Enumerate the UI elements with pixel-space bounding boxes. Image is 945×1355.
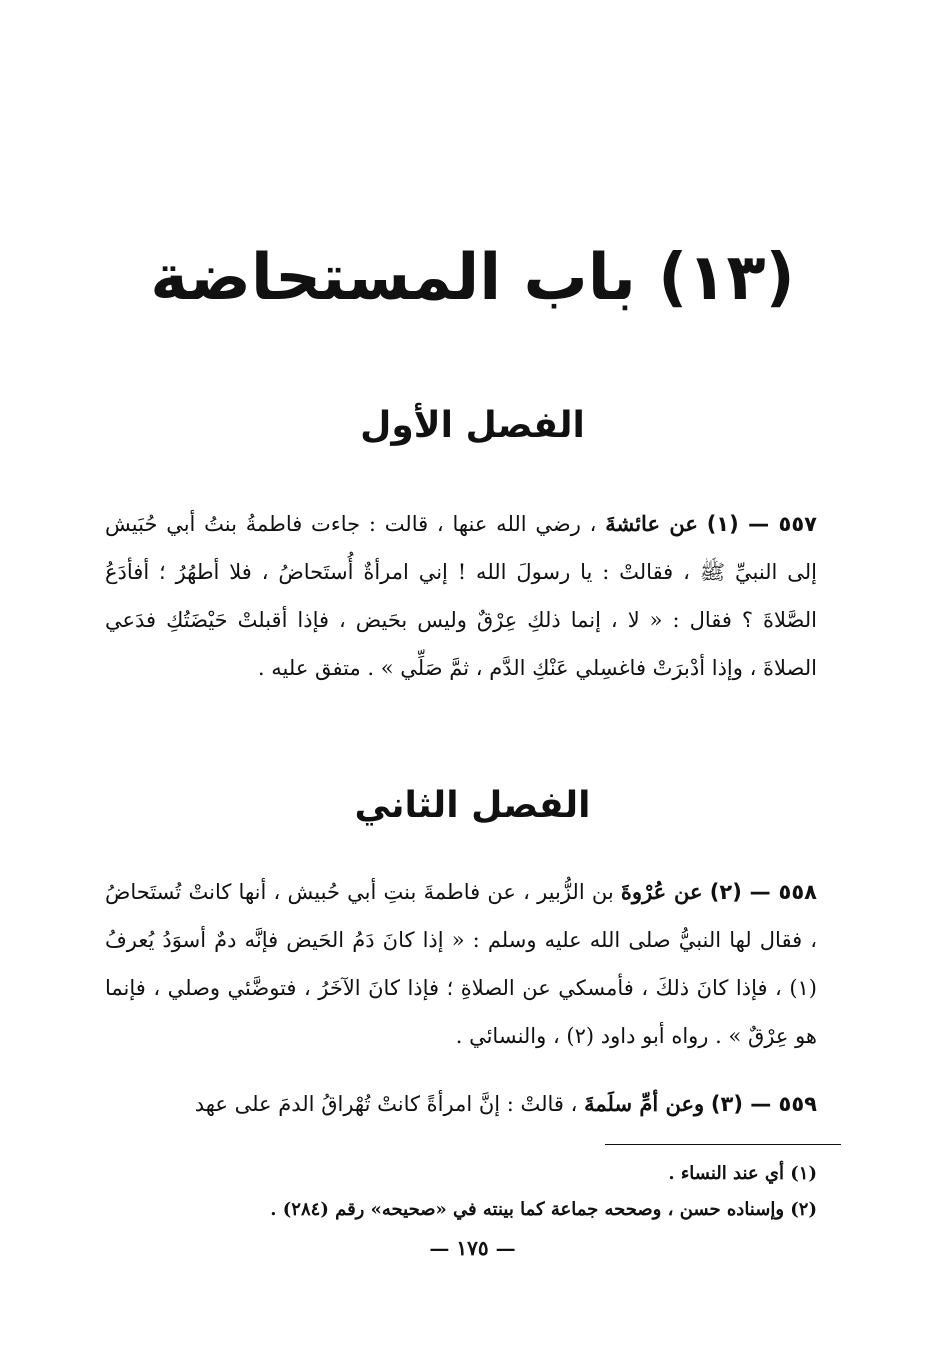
chapter-title: (١٣) باب المستحاضة xyxy=(150,241,795,315)
page-number: — ١٧٥ — xyxy=(429,1236,516,1260)
section-heading-first: الفصل الأول xyxy=(360,405,585,446)
hadith-text: ، قالتْ : إنَّ امرأةً كانتْ تُهْراقُ الدمَ على عهد xyxy=(194,1092,578,1116)
footnote-1: (١) أي عند النساء . xyxy=(668,1163,817,1184)
hadith-number: ٥٥٧ — (١) xyxy=(706,512,817,536)
hadith-558 xyxy=(105,868,817,1060)
hadith-text: بن الزُّبير ، عن فاطمةَ بنتِ أبي حُبيش ، أنها كانتْ تُستَحاضُ ، فقال لها النبيُّ صلى الله عليه وسلم : « إذا كانَ دَمُ الحَيض فإنَّه دمٌ أسوَدُ يُعرفُ (١) ، فإذا كانَ ذلكَ ، فأمسكي عن الصلاةِ ؛ فإذا كانَ الآخَرُ ، فتوضَّئي وصلي ، فإنما هو عِرْقٌ » . رواه أبو داود (٢) ، والنسائي . xyxy=(105,880,817,1048)
hadith-number: ٥٥٨ — (٢) xyxy=(709,880,817,904)
hadith-narrator: وعن أمِّ سلَمةَ xyxy=(584,1091,705,1116)
hadith-text: ، رضي الله عنها ، قالت : جاءت فاطمةُ بنتُ أبي حُبَيش إلى النبيِّ ﷺ ، فقالتْ : يا رسولَ الله ! إني امرأةٌ أُستَحاضُ ، فلا أطهُرُ ؛ أفأدَعُ الصَّلاةَ ؟ فقال : « لا ، إنما ذلكِ عِرْقٌ وليس بحَيض ، فإذا أقبلتْ حَيْضَتُكِ فدَعي الصلاةَ ، وإذا أدْبرَتْ فاغسِلي عَنْكِ الدَّم ، ثمَّ صَلِّي » . متفق عليه . xyxy=(105,512,817,680)
footnotes xyxy=(117,1156,817,1228)
hadith-narrator: عن عُرْوةَ xyxy=(620,879,703,904)
hadith-narrator: عن عائشةَ xyxy=(605,511,698,536)
hadith-number: ٥٥٩ — (٣) xyxy=(710,1092,817,1116)
hadith-559 xyxy=(105,1080,817,1128)
footnote-2: (٢) وإسناده حسن ، وصححه جماعة كما بينته في «صحيحه» رقم (٢٨٤) . xyxy=(270,1199,817,1220)
footnote-divider xyxy=(605,1144,841,1145)
section-heading-second: الفصل الثاني xyxy=(354,785,591,826)
hadith-557 xyxy=(105,500,817,692)
